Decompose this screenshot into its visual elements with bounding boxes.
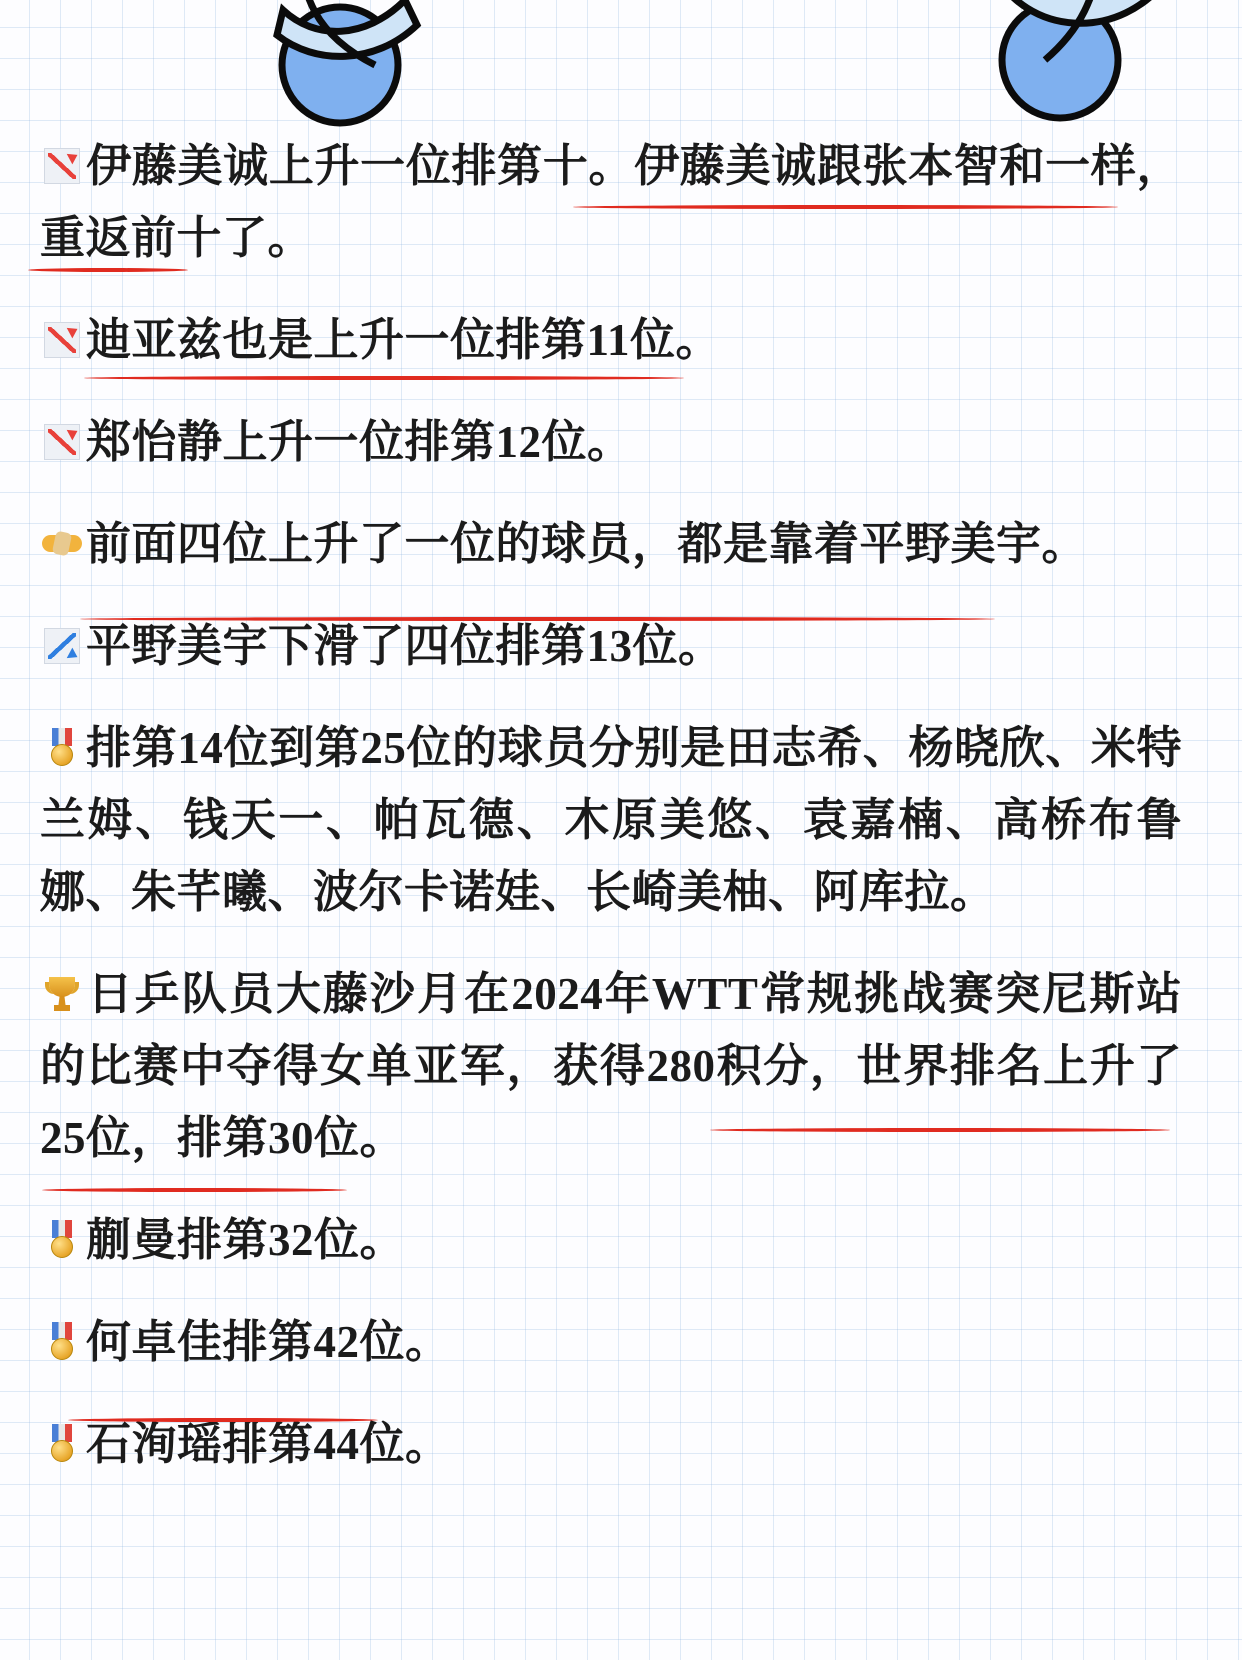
paragraph-2-text: 迪亚兹也是上升一位排第11位。 bbox=[86, 315, 722, 365]
medal-icon bbox=[40, 1218, 84, 1262]
chart-increasing-icon bbox=[40, 420, 84, 464]
paragraph-6 bbox=[40, 712, 1182, 928]
chart-increasing-icon bbox=[40, 318, 84, 362]
paragraph-1-text: 伊藤美诚上升一位排第十。伊藤美诚跟张本智和一样，重返前十了。 bbox=[40, 141, 1182, 263]
paragraph-6-text: 排第14位到第25位的球员分别是田志希、杨晓欣、米特兰姆、钱天一、帕瓦德、木原美悠、袁嘉楠、高桥布鲁娜、朱芊曦、波尔卡诺娃、长崎美柚、阿库拉。 bbox=[40, 723, 1182, 917]
paragraph-4-text: 前面四位上升了一位的球员，都是靠着平野美宇。 bbox=[86, 519, 1088, 569]
handshake-icon bbox=[40, 522, 84, 566]
paragraph-3 bbox=[40, 406, 1182, 478]
paragraph-10-text: 石洵瑶排第44位。 bbox=[86, 1419, 451, 1469]
paragraph-3-text: 郑怡静上升一位排第12位。 bbox=[86, 417, 633, 467]
trophy-icon bbox=[40, 972, 84, 1016]
paragraph-9 bbox=[40, 1306, 1182, 1378]
paragraph-8 bbox=[40, 1204, 1182, 1276]
paragraph-7-text: 日乒队员大藤沙月在2024年WTT常规挑战赛突尼斯站的比赛中夺得女单亚军，获得280积分，世界排名上升了25位，排第30位。 bbox=[40, 969, 1182, 1163]
paragraph-1 bbox=[40, 130, 1182, 274]
medal-icon bbox=[40, 1422, 84, 1466]
paragraph-8-text: 蒯曼排第32位。 bbox=[86, 1215, 406, 1265]
medal-icon bbox=[40, 726, 84, 770]
paragraph-7 bbox=[40, 958, 1182, 1174]
paragraph-9-text: 何卓佳排第42位。 bbox=[86, 1317, 451, 1367]
chart-increasing-icon bbox=[40, 144, 84, 188]
paragraph-10 bbox=[40, 1408, 1182, 1480]
medal-icon bbox=[40, 1320, 84, 1364]
paragraph-5-text: 平野美宇下滑了四位排第13位。 bbox=[86, 621, 724, 671]
chart-decreasing-icon bbox=[40, 624, 84, 668]
paragraph-2 bbox=[40, 304, 1182, 376]
paragraph-5 bbox=[40, 610, 1182, 682]
paragraph-4 bbox=[40, 508, 1182, 580]
